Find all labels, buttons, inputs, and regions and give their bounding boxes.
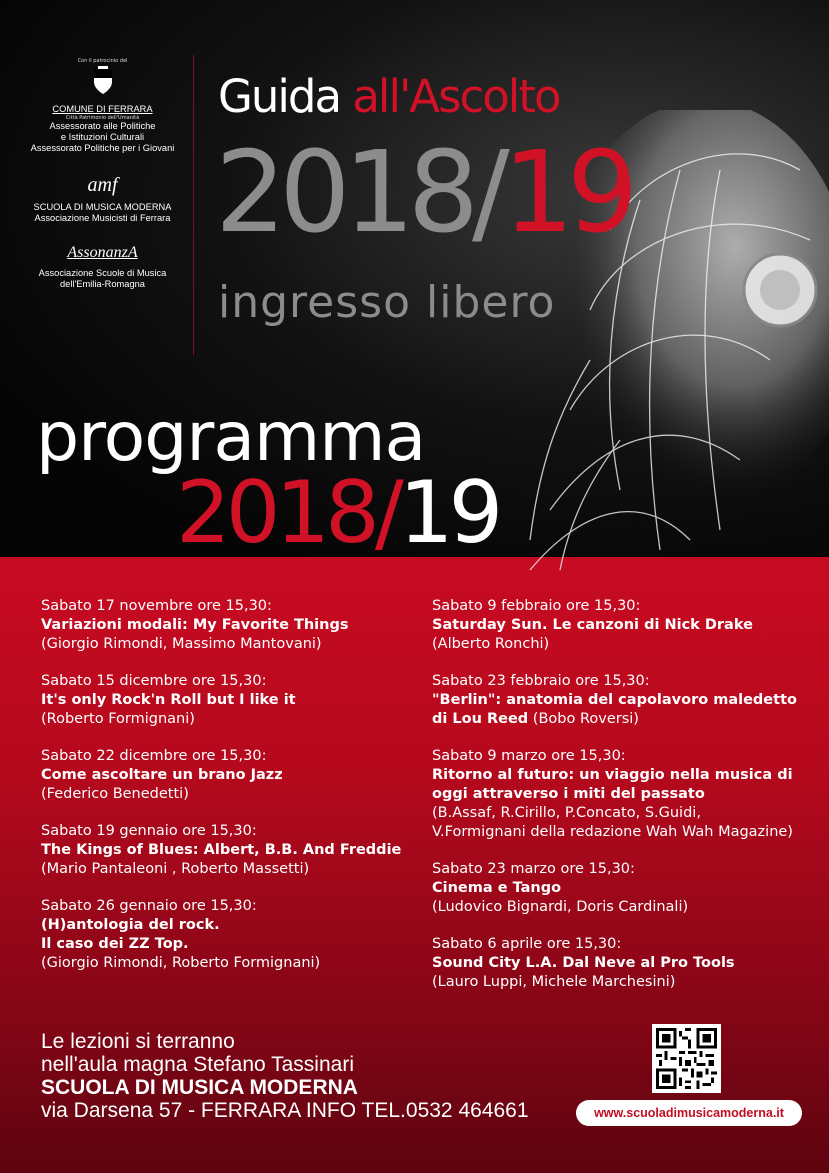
programma-year xyxy=(176,463,498,563)
title-year xyxy=(215,128,631,258)
events-right-column xyxy=(432,597,827,1010)
event-item xyxy=(41,597,421,654)
event-speakers: (Giorgio Rimondi, Massimo Mantovani) xyxy=(41,636,322,652)
event-date: Sabato 9 marzo ore 15,30: xyxy=(432,748,626,764)
events-left-column xyxy=(41,597,421,991)
title-ascolto-word: all'Ascolto xyxy=(352,70,560,123)
event-date: Sabato 17 novembre ore 15,30: xyxy=(41,598,272,614)
patrocinio-label: Con il patrocinio del xyxy=(77,58,128,64)
amf-line-1: SCUOLA DI MUSICA MODERNA xyxy=(33,202,172,212)
title-year-b: 19 xyxy=(502,128,632,258)
venue-line-2: nell'aula magna Stefano Tassinari xyxy=(41,1053,354,1076)
assonanza-logo: AssonanzA xyxy=(67,244,138,261)
title-guida xyxy=(218,70,560,123)
event-title: (H)antologia del rock. xyxy=(41,917,220,933)
event-title: Sound City L.A. Dal Neve al Pro Tools xyxy=(432,955,735,971)
event-title: Come ascoltare un brano Jazz xyxy=(41,767,283,783)
venue-line-1: Le lezioni si terranno xyxy=(41,1030,235,1053)
venue-address-phone: via Darsena 57 - FERRARA INFO TEL.0532 464661 xyxy=(41,1099,529,1122)
title-guida-word: Guida xyxy=(218,70,341,123)
event-date: Sabato 19 gennaio ore 15,30: xyxy=(41,823,257,839)
event-item xyxy=(432,860,827,917)
event-title: Variazioni modali: My Favorite Things xyxy=(41,617,349,633)
assonanza-line-1: Associazione Scuole di Musica xyxy=(38,268,167,278)
event-date: Sabato 26 gennaio ore 15,30: xyxy=(41,898,257,914)
assonanza-line-2: dell'Emilia-Romagna xyxy=(60,279,145,289)
venue-school-name: SCUOLA DI MUSICA MODERNA xyxy=(41,1076,358,1099)
qr-code-graphic xyxy=(656,1028,717,1089)
amf-line-2: Associazione Musicisti di Ferrara xyxy=(34,213,171,223)
programma-heading: programma xyxy=(36,398,426,477)
event-speakers: (Federico Benedetti) xyxy=(41,786,189,802)
comune-name: COMUNE DI FERRARA xyxy=(52,104,153,114)
amf-logo: amf xyxy=(87,174,118,196)
event-item xyxy=(41,747,421,804)
event-item xyxy=(432,935,827,992)
event-date: Sabato 15 dicembre ore 15,30: xyxy=(41,673,267,689)
assessorato-line-1: Assessorato alle Politiche xyxy=(49,121,156,131)
event-speakers-line-2: V.Formignani della redazione Wah Wah Magazine) xyxy=(432,824,793,840)
assessorato-line-3: Assessorato Politiche per i Giovani xyxy=(30,143,175,153)
event-date: Sabato 9 febbraio ore 15,30: xyxy=(432,598,641,614)
website-link[interactable]: www.scuoladimusicamoderna.it xyxy=(576,1100,802,1126)
qr-code-icon[interactable] xyxy=(652,1024,721,1093)
event-title: Cinema e Tango xyxy=(432,880,562,896)
comune-ferrara-block xyxy=(20,58,185,154)
comune-subtitle: Città Patrimonio dell'Umanità xyxy=(65,115,140,121)
event-speakers: (Alberto Ronchi) xyxy=(432,636,550,652)
event-title: Saturday Sun. Le canzoni di Nick Drake xyxy=(432,617,753,633)
event-date: Sabato 23 febbraio ore 15,30: xyxy=(432,673,650,689)
event-item xyxy=(432,597,827,654)
event-speakers: (Giorgio Rimondi, Roberto Formignani) xyxy=(41,955,321,971)
sponsors-column xyxy=(20,58,185,310)
event-title: It's only Rock'n Roll but I like it xyxy=(41,692,296,708)
programma-year-a: 2018/ xyxy=(176,463,399,563)
event-title-line-2: Il caso dei ZZ Top. xyxy=(41,936,189,952)
event-title: The Kings of Blues: Albert, B.B. And Freddie xyxy=(41,842,402,858)
event-date: Sabato 23 marzo ore 15,30: xyxy=(432,861,635,877)
event-speakers: (Mario Pantaleoni , Roberto Massetti) xyxy=(41,861,310,877)
event-title-line-2-text: di Lou Reed xyxy=(432,711,529,727)
event-title-line-2 xyxy=(432,710,827,729)
event-item xyxy=(41,822,421,879)
event-speakers: (Roberto Formignani) xyxy=(41,711,195,727)
venue-info xyxy=(41,1030,529,1122)
event-date: Sabato 6 aprile ore 15,30: xyxy=(432,936,622,952)
event-item xyxy=(432,747,827,842)
ingresso-libero: ingresso libero xyxy=(218,277,556,328)
event-title: "Berlin": anatomia del capolavoro maledetto xyxy=(432,692,797,708)
title-year-a: 2018/ xyxy=(215,128,503,258)
event-item xyxy=(41,897,421,973)
event-item xyxy=(41,672,421,729)
event-speakers: (Ludovico Bignardi, Doris Cardinali) xyxy=(432,899,689,915)
event-title: Ritorno al futuro: un viaggio nella musica di xyxy=(432,767,793,783)
event-speakers-inline: (Bobo Roversi) xyxy=(528,711,639,727)
ferrara-crest-icon xyxy=(92,66,114,96)
event-item xyxy=(432,672,827,729)
event-title-line-2: oggi attraverso i miti del passato xyxy=(432,786,705,802)
event-speakers: (B.Assaf, R.Cirillo, P.Concato, S.Guidi, xyxy=(432,805,701,821)
amf-block xyxy=(20,174,185,224)
divider-line xyxy=(193,55,194,355)
programma-year-b: 19 xyxy=(398,463,499,563)
assessorato-line-2: e Istituzioni Culturali xyxy=(60,132,145,142)
event-speakers: (Lauro Luppi, Michele Marchesini) xyxy=(432,974,676,990)
event-date: Sabato 22 dicembre ore 15,30: xyxy=(41,748,267,764)
assonanza-block xyxy=(20,244,185,290)
